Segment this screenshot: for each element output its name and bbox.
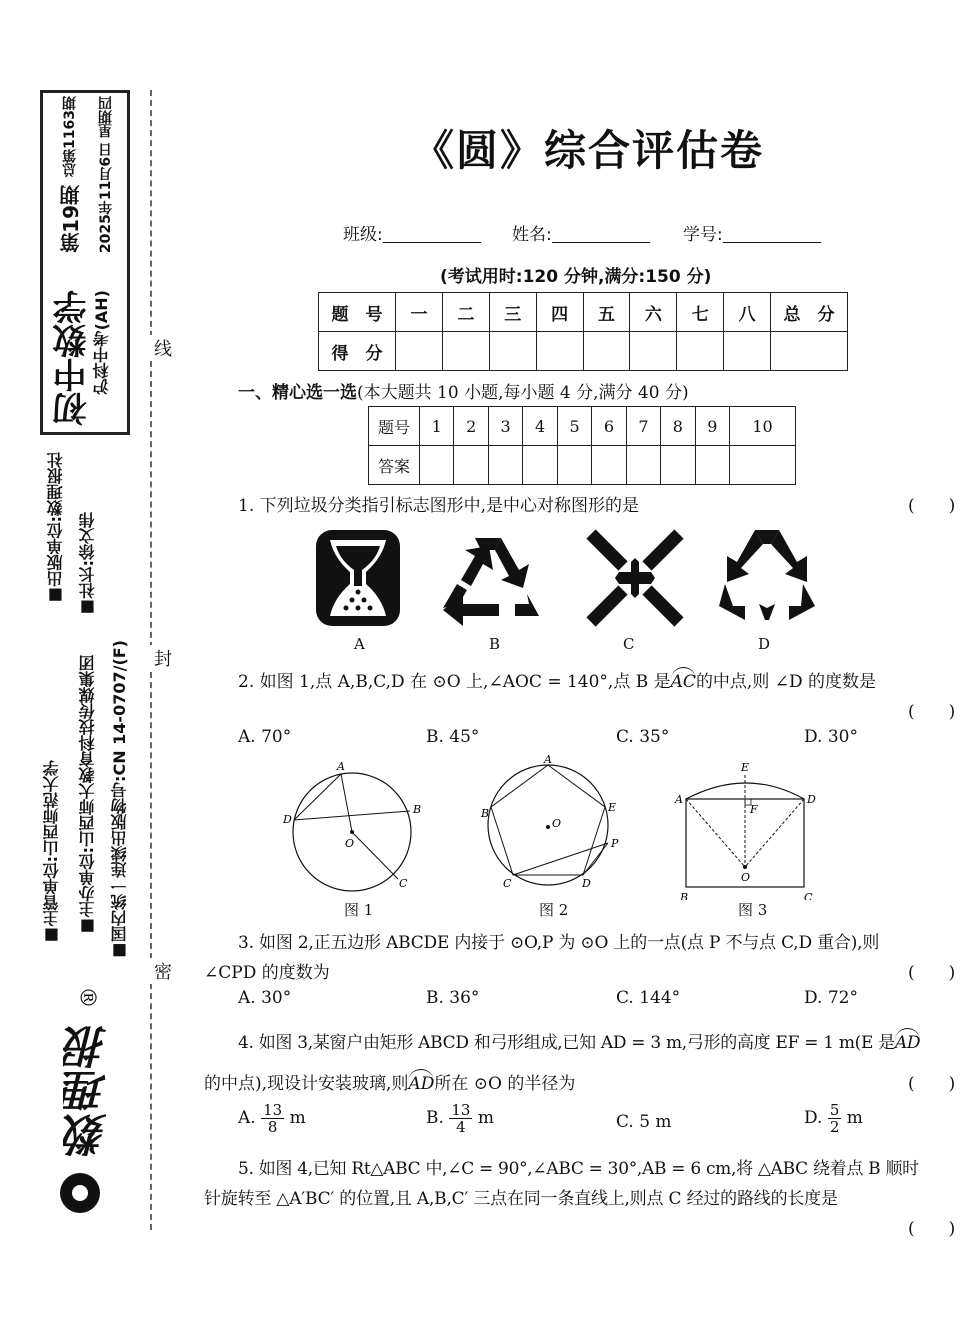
question-5-text-line1: 5. 如图 4,已知 Rt△ABC 中,∠C = 90°,∠ABC = 30°,AB = 6 cm,将 △ABC 绕着点 B 顺时: [238, 1159, 919, 1179]
score-cell[interactable]: [630, 332, 677, 371]
svg-text:A: A: [337, 760, 345, 773]
answer-row-label: 答案: [369, 446, 420, 485]
figure-1-circle-diagram: [280, 755, 430, 900]
question-3-text-line1: 3. 如图 2,正五边形 ABCDE 内接于 ⊙O,P 为 ⊙O 上的一点(点 P 不与点 C,D 重合),则: [238, 933, 880, 953]
brand-registered-mark: ®: [74, 986, 100, 1009]
svg-text:A: A: [675, 793, 683, 806]
question-3-answer-paren[interactable]: ( ): [908, 963, 956, 983]
svg-text:C: C: [804, 891, 813, 900]
q4-option-a-label: A.: [238, 1108, 256, 1128]
svg-text:B: B: [680, 891, 689, 900]
issue-total: 总第1163期: [62, 96, 78, 177]
q4-option-c[interactable]: C. 5 m: [616, 1112, 672, 1132]
q4-option-a-num: 13: [263, 1101, 283, 1119]
svg-text:D: D: [807, 793, 816, 806]
q4-option-b-num: 13: [451, 1101, 471, 1119]
answer-cell[interactable]: [661, 446, 695, 485]
q4-text-part1: 4. 如图 3,某窗户由矩形 ABCD 和弓形组成,已知 AD = 3 m,弓形的高度 EF = 1 m(E 是: [238, 1033, 895, 1053]
score-header-cell: 四: [536, 293, 583, 332]
recycle-sign-d-icon: [717, 522, 817, 630]
masthead-title: 初中数学: [53, 290, 93, 426]
svg-text:E: E: [608, 801, 617, 814]
q2-option-b[interactable]: B. 45°: [426, 727, 480, 747]
q1-option-b-label: B: [489, 635, 501, 653]
q4-option-a-den: 8: [267, 1118, 278, 1136]
answer-table-answer-row: [369, 446, 796, 485]
section-note: (本大题共 10 小题,每小题 4 分,满分 40 分): [357, 383, 689, 403]
svg-text:O: O: [552, 817, 562, 830]
answer-header-cell: 1: [420, 407, 454, 446]
q4-option-a-fraction: [261, 1102, 284, 1135]
answer-cell[interactable]: [730, 446, 796, 485]
answer-header-cell: 7: [626, 407, 660, 446]
score-cell[interactable]: [724, 332, 771, 371]
q1-option-a-label: A: [354, 635, 365, 653]
answer-header-cell: 5: [557, 407, 591, 446]
q4-option-d[interactable]: [804, 1102, 863, 1135]
svg-text:C: C: [503, 877, 512, 890]
q3-option-b[interactable]: B. 36°: [426, 988, 480, 1008]
q4-option-d-label: D.: [804, 1108, 823, 1128]
svg-text:O: O: [345, 837, 355, 850]
recycle-sign-b-icon: [435, 528, 543, 628]
brand-logo: [52, 985, 115, 1215]
q4-option-a-unit: m: [289, 1108, 306, 1128]
score-table-score-row: [319, 332, 848, 371]
section-title: 一、精心选一选: [238, 383, 357, 403]
figure-1-caption: 图 1: [344, 901, 374, 919]
score-header-cell: 七: [677, 293, 724, 332]
svg-text:D: D: [283, 813, 292, 826]
q1-option-d-label: D: [758, 635, 771, 653]
answer-header-cell: 4: [523, 407, 557, 446]
class-field[interactable]: [343, 220, 481, 245]
q4-arc-ad-2: AD: [408, 1069, 434, 1094]
cn-text: ■国内统一连续出版物号:CN 14-0707/(F): [110, 640, 129, 961]
answer-table-header-row: [369, 407, 796, 446]
answer-cell[interactable]: [695, 446, 729, 485]
exam-info: (考试用时:120 分钟,满分:150 分): [440, 267, 712, 287]
score-header-cell: 八: [724, 293, 771, 332]
q4-text-part2: 的中点),现设计安装玻璃,则: [204, 1074, 409, 1094]
q2-option-c[interactable]: C. 35°: [616, 727, 670, 747]
question-2-answer-paren[interactable]: ( ): [908, 702, 956, 722]
q4-arc-ad: AD: [895, 1028, 920, 1053]
q4-option-b-unit: m: [477, 1108, 494, 1128]
score-table-header-row: [319, 293, 848, 332]
recycle-sign-c-icon: [585, 528, 685, 628]
answer-header-cell: 题号: [369, 407, 420, 446]
score-header-cell: 二: [442, 293, 489, 332]
figure-3-caption: 图 3: [738, 901, 768, 919]
figure-2-caption: 图 2: [539, 901, 569, 919]
seal-feng-char: 封: [148, 645, 174, 671]
q4-option-b-label: B.: [426, 1108, 444, 1128]
svg-text:B: B: [481, 807, 490, 820]
svg-text:F: F: [750, 803, 758, 816]
score-cell[interactable]: [677, 332, 724, 371]
answer-header-cell: 2: [454, 407, 488, 446]
seal-mi-char: 密: [148, 958, 174, 984]
question-2-text: [238, 667, 876, 692]
score-header-cell: 题 号: [319, 293, 396, 332]
q4-option-d-unit: m: [846, 1108, 863, 1128]
figure-2-pentagon-diagram: [480, 755, 630, 900]
issue-date: 2025年11月6日 星期四: [98, 96, 114, 254]
q4-option-d-num: 5: [829, 1101, 840, 1119]
q4-option-a[interactable]: [238, 1102, 306, 1135]
sponsor-text: ■主管单位:山西师范大学: [42, 760, 61, 946]
name-label: 姓名:: [512, 225, 552, 245]
student-id-label: 学号:: [683, 225, 723, 245]
seal-line-char: 线: [148, 335, 174, 361]
score-cell[interactable]: [442, 332, 489, 371]
answer-cell[interactable]: [488, 446, 522, 485]
question-4-answer-paren[interactable]: ( ): [908, 1074, 956, 1094]
name-field[interactable]: [512, 220, 650, 245]
question-1-answer-paren[interactable]: ( ): [908, 496, 956, 516]
student-id-field[interactable]: [683, 220, 821, 245]
answer-header-cell: 8: [661, 407, 695, 446]
question-1-text: 1. 下列垃圾分类指引标志图形中,是中心对称图形的是: [238, 496, 640, 516]
answer-table: [368, 406, 796, 485]
student-id-blank[interactable]: [723, 226, 821, 243]
score-header-cell: 一: [396, 293, 443, 332]
answer-header-cell: 10: [730, 407, 796, 446]
question-5-answer-paren[interactable]: ( ): [908, 1219, 956, 1239]
question-4-text-line1: [238, 1028, 920, 1053]
page-title: 《圆》综合评估卷: [412, 126, 765, 175]
masthead-subtitle: 沪科中考(AH): [92, 290, 111, 395]
q2-option-d[interactable]: D. 30°: [804, 727, 858, 747]
issue-number: 第19期: [59, 185, 83, 253]
organizer-text: ■主办单位:山西师大教育科技传媒集团: [78, 655, 97, 937]
svg-text:P: P: [611, 837, 619, 850]
svg-text:B: B: [413, 803, 422, 816]
answer-header-cell: 3: [488, 407, 522, 446]
question-5-text-line2: 针旋转至 △A′BC′ 的位置,且 A,B,C′ 三点在同一条直线上,则点 C 经过的路线的长度是: [204, 1189, 838, 1209]
question-3-text-line2: ∠CPD 的度数为: [204, 963, 330, 983]
q4-option-d-fraction: [828, 1102, 842, 1135]
q3-option-d[interactable]: D. 72°: [804, 988, 858, 1008]
score-cell[interactable]: [489, 332, 536, 371]
q3-option-a[interactable]: A. 30°: [238, 988, 292, 1008]
answer-cell[interactable]: [523, 446, 557, 485]
brand-text: 数理报: [64, 1025, 115, 1157]
svg-text:O: O: [741, 871, 751, 884]
score-header-cell: 三: [489, 293, 536, 332]
svg-text:C: C: [399, 877, 408, 890]
class-blank[interactable]: [383, 226, 481, 243]
answer-cell[interactable]: [626, 446, 660, 485]
answer-header-cell: 9: [695, 407, 729, 446]
score-cell[interactable]: [536, 332, 583, 371]
q2-text-part1: 2. 如图 1,点 A,B,C,D 在 ⊙O 上,∠AOC = 140°,点 B 是: [238, 672, 671, 692]
class-label: 班级:: [343, 225, 383, 245]
recycle-sign-a-icon: [312, 528, 404, 628]
answer-cell[interactable]: [420, 446, 454, 485]
name-blank[interactable]: [552, 226, 650, 243]
figure-3-window-diagram: [672, 755, 822, 900]
svg-text:E: E: [741, 761, 750, 774]
score-cell[interactable]: [771, 332, 848, 371]
q2-arc-ac: AC: [671, 667, 696, 692]
score-header-cell: 总 分: [771, 293, 848, 332]
score-cell[interactable]: [583, 332, 630, 371]
answer-cell[interactable]: [592, 446, 626, 485]
answer-cell[interactable]: [454, 446, 488, 485]
score-table: [318, 292, 848, 371]
svg-text:A: A: [544, 755, 552, 766]
q4-text-part3: 所在 ⊙O 的半径为: [434, 1074, 576, 1094]
question-4-text-line2: [204, 1069, 575, 1094]
section-heading: [238, 378, 689, 403]
svg-text:D: D: [582, 877, 591, 890]
q2-text-part2: 的中点,则 ∠D 的度数是: [695, 672, 877, 692]
brand-emblem-icon: [60, 1173, 100, 1213]
score-row-label: 得 分: [319, 332, 396, 371]
answer-header-cell: 6: [592, 407, 626, 446]
q4-option-b-fraction: [449, 1102, 472, 1135]
score-header-cell: 六: [630, 293, 677, 332]
score-cell[interactable]: [396, 332, 443, 371]
q4-option-d-den: 2: [829, 1118, 840, 1136]
q1-option-c-label: C: [623, 635, 635, 653]
q2-option-a[interactable]: A. 70°: [238, 727, 292, 747]
q4-option-b-den: 4: [456, 1118, 466, 1136]
q4-option-b[interactable]: [426, 1102, 494, 1135]
q3-option-c[interactable]: C. 144°: [616, 988, 681, 1008]
score-header-cell: 五: [583, 293, 630, 332]
answer-cell[interactable]: [557, 446, 591, 485]
president-text: ■社长:徐文伟: [78, 512, 97, 618]
publisher-text: ■出版单位:数理报社: [46, 452, 65, 606]
